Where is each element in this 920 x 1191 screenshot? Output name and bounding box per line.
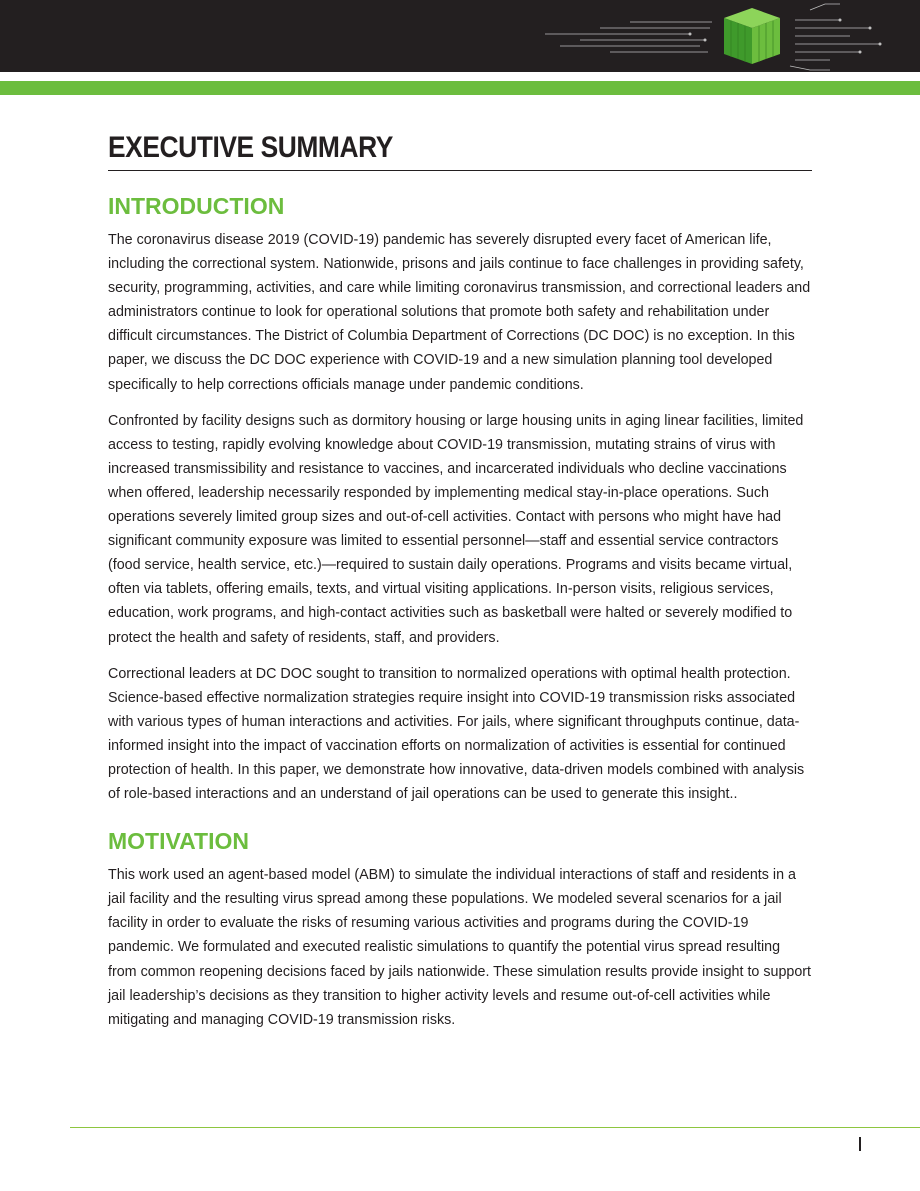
motivation-paragraph-1: This work used an agent-based model (ABM) to simulate the individual interactions of staff and residents in a jail facility and the resulting virus spread among these populations. We modeled several scenarios for a jail facility in order to evaluate the risks of resuming various activities and programs during the COVID-19 pandemic. We formulated and executed realistic simulations to quantify the potential virus spread resulting from common reopening decisions faced by jails nationwide. These simulation results provide insight to support jail leadership’s decisions as they transition to higher activity levels and resume out-of-cell activities while mitigating and managing COVID-19 transmission risks. <box>108 867 812 1028</box>
document-body <box>108 130 812 1032</box>
section-heading-motivation: MOTIVATION <box>108 828 249 855</box>
circuit-cube-graphic <box>540 0 920 72</box>
intro-paragraph-1: The coronavirus disease 2019 (COVID-19) pandemic has severely disrupted every facet of American life, including the correctional system. Nationwide, prisons and jails continue to face challenges in providing safety, security, programming, activities, and care while limiting coronavirus transmission, and correctional leaders and administrators continue to look for operational solutions that promote both safety and rehabilitation under difficult circumstances. The District of Columbia Department of Corrections (DC DOC) is no exception. In this paper, we discuss the DC DOC experience with COVID-19 and a new simulation planning tool developed specifically to help corrections officials manage under pandemic conditions. <box>108 232 811 393</box>
page-title: EXECUTIVE SUMMARY <box>108 130 812 171</box>
page-number-marker <box>859 1137 861 1151</box>
header-band <box>0 0 920 72</box>
accent-band <box>0 81 920 95</box>
section-heading-introduction: INTRODUCTION <box>108 193 285 219</box>
footer-rule <box>70 1127 920 1128</box>
intro-paragraph-2: Confronted by facility designs such as dormitory housing or large housing units in aging linear facilities, limited access to testing, rapidly evolving knowledge about COVID-19 transmission, mutating strains of virus with increased transmissibility and resistance to vaccines, and incarcerated individuals who decline vaccinations when offered, leadership necessarily responded by implementing medical stay-in-place operations. Such operations severely limited group sizes and out-of-cell activities. Contact with persons who might have had significant community exposure was limited to essential personnel—staff and essential service contractors (food service, health service, etc.)—required to sustain daily operations. Programs and visits became virtual, often via tablets, offering emails, texts, and virtual visiting applications. In-person visits, religious services, education, work programs, and high-contact activities such as basketball were halted or severely modified to protect the health and safety of residents, staff, and providers. <box>108 412 804 646</box>
intro-paragraph-3: Correctional leaders at DC DOC sought to transition to normalized operations with optimal health protection. Science-based effective normalization strategies require insight into COVID-19 transmission risks associated with various types of human interactions and activities. For jails, where significant throughputs continue, data-informed insight into the impact of vaccination efforts on normalization of activities is essential for continued protection of health. In this paper, we demonstrate how innovative, data-driven models combined with analysis of role-based interactions and an understand of jail operations can be used to generate this insight.. <box>108 665 805 803</box>
